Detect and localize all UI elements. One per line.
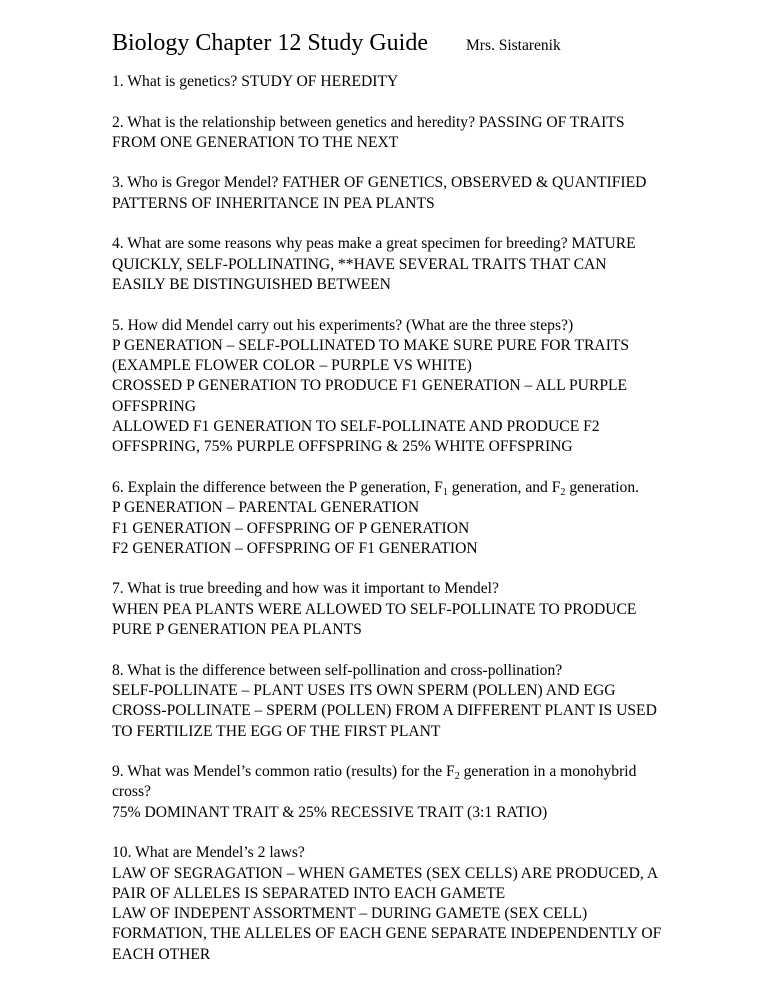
answer-text [112,782,692,802]
question-item [112,113,692,154]
answer-text [112,803,692,823]
text-run: EASILY BE DISTINGUISHED BETWEEN [112,275,391,293]
answer-text [112,437,692,457]
text-run: 75% DOMINANT TRAIT & 25% RECESSIVE TRAIT (3:1 RATIO) [112,803,548,821]
text-run: P GENERATION – PARENTAL GENERATION [112,499,420,517]
text-run: TO FERTILIZE THE EGG OF THE FIRST PLANT [112,722,441,740]
text-run: OFFSPRING, 75% PURPLE OFFSPRING & 25% WHITE OFFSPRING [112,438,573,456]
subscript: 2 [454,771,460,783]
document-title: Biology Chapter 12 Study Guide [112,30,428,56]
answer-text [112,884,692,904]
text-run: F1 GENERATION – OFFSPRING OF P GENERATION [112,519,470,537]
text-run: 6. Explain the difference between the P generation, F [112,478,443,496]
text-run: CROSSED P GENERATION TO PRODUCE F1 GENERATION – ALL PURPLE [112,377,628,395]
text-run: PAIR OF ALLELES IS SEPARATED INTO EACH GAMETE [112,884,506,902]
text-run: generation in a monohybrid [459,763,637,781]
question-text [112,762,692,782]
text-run: P GENERATION – SELF-POLLINATED TO MAKE SURE PURE FOR TRAITS [112,336,630,354]
question-text [112,72,692,92]
question-item [112,579,692,640]
text-run: EACH OTHER [112,945,211,963]
answer-text [112,397,692,417]
answer-text [112,924,692,944]
question-item [112,843,692,965]
text-run: 9. What was Mendel’s common ratio (results) for the F [112,763,455,781]
text-run: 10. What are Mendel’s 2 laws? [112,844,305,862]
text-run: 5. How did Mendel carry out his experiments? (What are the three steps?) [112,316,574,334]
question-text [112,843,692,863]
text-run: FORMATION, THE ALLELES OF EACH GENE SEPARATE INDEPENDENTLY OF [112,925,662,943]
text-run: F2 GENERATION – OFFSPRING OF F1 GENERATION [112,539,478,557]
answer-text [112,255,692,275]
question-item [112,234,692,295]
text-run: generation. [565,478,640,496]
subscript: 2 [560,486,566,498]
text-run: QUICKLY, SELF-POLLINATING, **HAVE SEVERAL TRAITS THAT CAN [112,255,607,273]
text-run: WHEN PEA PLANTS WERE ALLOWED TO SELF-POLLINATE TO PRODUCE [112,600,637,618]
question-item [112,661,692,742]
text-run: 3. Who is Gregor Mendel? FATHER OF GENETICS, OBSERVED & QUANTIFIED [112,174,647,192]
text-run: SELF-POLLINATE – PLANT USES ITS OWN SPERM (POLLEN) AND EGG [112,681,616,699]
answer-text [112,722,692,742]
question-item [112,316,692,458]
answer-text [112,133,692,153]
text-run: 1. What is genetics? STUDY OF HEREDITY [112,73,399,90]
answer-text [112,194,692,214]
answer-text [112,864,692,884]
answer-text [112,519,692,539]
question-text [112,661,692,681]
question-text [112,478,692,498]
subscript: 1 [442,486,448,498]
text-run: 7. What is true breeding and how was it important to Mendel? [112,580,499,598]
question-item [112,762,692,823]
question-text [112,579,692,599]
text-run: PATTERNS OF INHERITANCE IN PEA PLANTS [112,194,435,212]
answer-text [112,681,692,701]
text-run: FROM ONE GENERATION TO THE NEXT [112,133,399,151]
text-run: OFFSPRING [112,397,197,415]
text-run: LAW OF INDEPENT ASSORTMENT – DURING GAMETE (SEX CELL) [112,905,588,923]
answer-text [112,356,692,376]
answer-text [112,275,692,295]
question-text [112,113,692,133]
answer-text [112,417,692,437]
text-run: 8. What is the difference between self-pollination and cross-pollination? [112,661,563,679]
study-guide-questions [112,72,692,985]
author-name: Mrs. Sistarenik [466,37,561,54]
question-item [112,478,692,559]
answer-text [112,620,692,640]
text-run: CROSS-POLLINATE – SPERM (POLLEN) FROM A DIFFERENT PLANT IS USED [112,702,657,720]
question-text [112,173,692,193]
text-run: ALLOWED F1 GENERATION TO SELF-POLLINATE AND PRODUCE F2 [112,418,600,436]
question-item [112,173,692,214]
text-run: LAW OF SEGRAGATION – WHEN GAMETES (SEX CELLS) ARE PRODUCED, A [112,864,659,882]
text-run: 4. What are some reasons why peas make a great specimen for breeding? MATURE [112,235,636,253]
text-run: PURE P GENERATION PEA PLANTS [112,621,362,639]
answer-text [112,945,692,965]
question-text [112,234,692,254]
answer-text [112,701,692,721]
answer-text [112,336,692,356]
question-text [112,316,692,336]
text-run: 2. What is the relationship between genetics and heredity? PASSING OF TRAITS [112,113,625,131]
answer-text [112,539,692,559]
answer-text [112,376,692,396]
answer-text [112,498,692,518]
text-run: (EXAMPLE FLOWER COLOR – PURPLE VS WHITE) [112,357,472,375]
answer-text [112,904,692,924]
text-run: generation, and F [447,478,561,496]
answer-text [112,600,692,620]
text-run: cross? [112,783,151,801]
question-item [112,72,692,92]
